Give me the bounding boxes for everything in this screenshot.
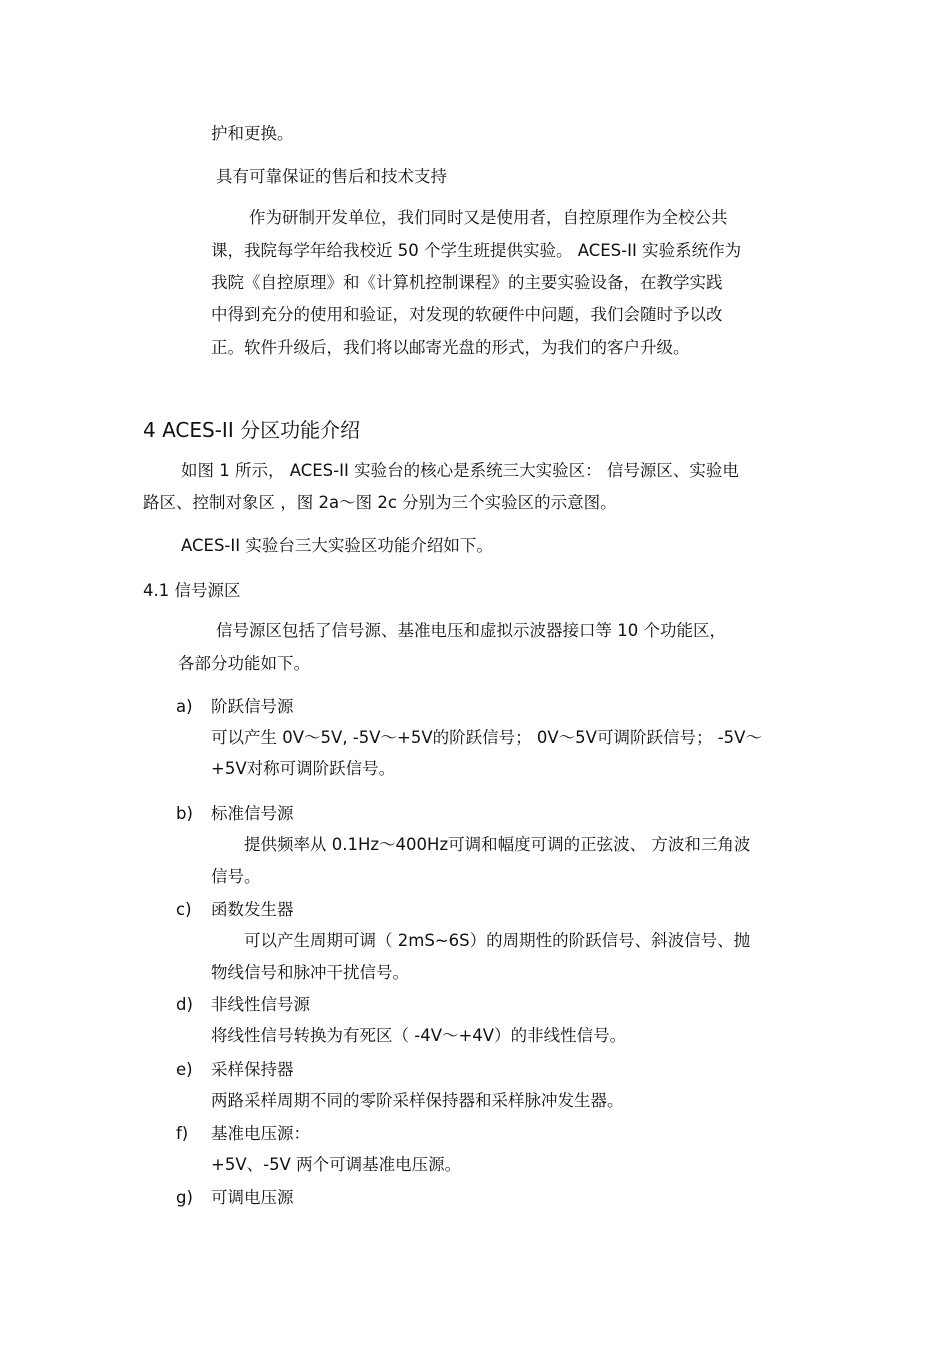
list-item-line: 将线性信号转换为有死区（ -4V～+4V）的非线性信号。 — [211, 1026, 627, 1045]
paragraph-line: 如图 1 所示， ACES-II 实验台的核心是系统三大实验区： 信号源区、实验电 — [181, 461, 739, 480]
text-line: 护和更换。 — [211, 124, 294, 143]
list-item-label: e) — [176, 1060, 193, 1079]
paragraph-line: 作为研制开发单位，我们同时又是使用者，自控原理作为全校公共 — [249, 208, 728, 227]
list-item-line: 两路采样周期不同的零阶采样保持器和采样脉冲发生器。 — [211, 1091, 624, 1110]
list-item-title: 基准电压源： — [211, 1124, 310, 1143]
paragraph-line: 信号源区包括了信号源、基准电压和虚拟示波器接口等 10 个功能区， — [216, 621, 726, 640]
list-item-line: 可以产生 0V～5V, -5V～+5V的阶跃信号； 0V～5V可调阶跃信号； -5V～ — [211, 728, 762, 747]
list-item-line: +5V对称可调阶跃信号。 — [211, 759, 396, 778]
list-item-label: g) — [176, 1188, 193, 1207]
paragraph-line: 我院《自控原理》和《计算机控制课程》的主要实验设备，在教学实践 — [211, 273, 723, 292]
list-item-line: +5V、-5V 两个可调基准电压源。 — [211, 1155, 462, 1174]
list-item-line: 物线信号和脉冲干扰信号。 — [211, 963, 409, 982]
list-item-line: 可以产生周期可调（ 2mS~6S）的周期性的阶跃信号、斜波信号、抛 — [244, 931, 751, 950]
paragraph-line: 课，我院每学年给我校近 50 个学生班提供实验。 ACES-II 实验系统作为 — [211, 241, 742, 260]
list-item-label: a) — [176, 697, 193, 716]
subsection-title: 4.1 信号源区 — [143, 581, 241, 600]
paragraph-line: 各部分功能如下。 — [178, 654, 310, 673]
list-item-title: 标准信号源 — [211, 804, 294, 823]
list-item-label: c) — [176, 900, 192, 919]
list-item-label: b) — [176, 804, 193, 823]
list-item-line: 信号。 — [211, 867, 261, 886]
paragraph-line: 正。软件升级后，我们将以邮寄光盘的形式，为我们的客户升级。 — [211, 338, 690, 357]
section-title: 4 ACES-II 分区功能介绍 — [143, 418, 361, 442]
paragraph-line: 路区、控制对象区 ，图 2a～图 2c 分别为三个实验区的示意图。 — [143, 493, 617, 512]
list-item-label: d) — [176, 995, 193, 1014]
list-item-line: 提供频率从 0.1Hz～400Hz可调和幅度可调的正弦波、 方波和三角波 — [244, 835, 751, 854]
list-item-title: 采样保持器 — [211, 1060, 294, 1079]
paragraph-line: ACES-II 实验台三大实验区功能介绍如下。 — [181, 536, 493, 555]
subheading: 具有可靠保证的售后和技术支持 — [216, 167, 447, 186]
list-item-label: f) — [176, 1124, 189, 1143]
list-item-title: 函数发生器 — [211, 900, 294, 919]
list-item-title: 非线性信号源 — [211, 995, 310, 1014]
list-item-title: 阶跃信号源 — [211, 697, 294, 716]
list-item-title: 可调电压源 — [211, 1188, 294, 1207]
paragraph-line: 中得到充分的使用和验证，对发现的软硬件中问题，我们会随时予以改 — [211, 305, 723, 324]
